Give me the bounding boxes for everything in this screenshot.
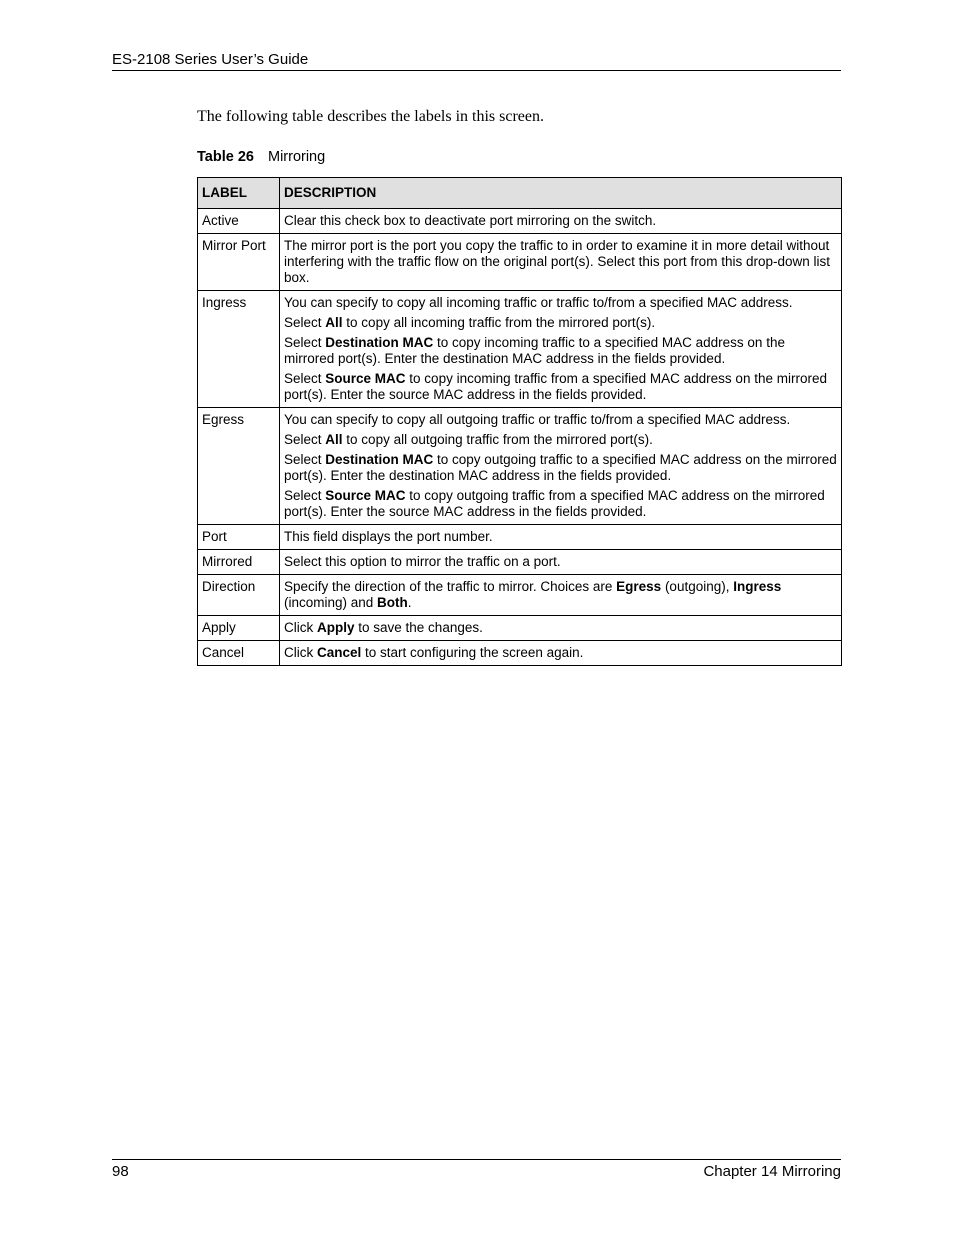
description-paragraph [284,335,837,367]
text-segment: Click [284,620,317,635]
description-paragraph [284,371,837,403]
bold-term: Source MAC [325,488,406,503]
text-segment: The mirror port is the port you copy the traffic to in order to examine it in more detail without interfering with the traffic flow on the original port(s). Select this port from this drop-down list box. [284,238,830,285]
text-segment: You can specify to copy all incoming traffic or traffic to/from a specified MAC address. [284,295,793,310]
description-paragraph [284,554,837,570]
text-segment: (outgoing), [661,579,734,594]
text-segment: Select [284,371,326,386]
description-paragraph [284,412,837,428]
table-number: Table 26 [197,149,254,165]
chapter-title: Chapter 14 Mirroring [703,1163,841,1180]
table-row [198,641,842,666]
row-description [280,291,842,408]
text-segment: to save the changes. [354,620,483,635]
table-header-row [198,178,842,209]
text-segment: Select this option to mirror the traffic on a port. [284,554,561,569]
text-segment: to start configuring the screen again. [361,645,584,660]
description-paragraph [284,315,837,331]
row-label: Port [198,525,280,550]
text-segment: Select [284,432,326,447]
description-paragraph [284,432,837,448]
mirroring-table [197,177,842,666]
table-row [198,550,842,575]
row-label: Mirror Port [198,234,280,291]
text-segment: to copy incoming traffic from a specified MAC address on the mirrored port(s). Enter the source MAC address in the fields provided. [284,371,827,402]
table-row [198,209,842,234]
row-description [280,641,842,666]
table-caption [197,149,325,165]
column-header-label: LABEL [198,178,280,209]
row-description [280,408,842,525]
row-label: Ingress [198,291,280,408]
row-label: Cancel [198,641,280,666]
description-paragraph [284,295,837,311]
table-row [198,616,842,641]
row-description [280,209,842,234]
table-row [198,408,842,525]
row-description [280,575,842,616]
bold-term: Destination MAC [325,452,434,467]
text-segment: to copy outgoing traffic to a specified MAC address on the mirrored port(s). Enter the destination MAC address in the fields provided. [284,452,837,483]
text-segment: . [407,595,412,610]
description-paragraph [284,238,837,286]
row-description [280,550,842,575]
table-title: Mirroring [267,149,326,165]
page-number: 98 [112,1163,129,1180]
page-footer [112,1159,841,1180]
text-segment: (incoming) and [284,595,378,610]
text-segment: to copy incoming traffic to a specified MAC address on the mirrored port(s). Enter the destination MAC address in the fields provided. [284,335,785,366]
row-description [280,234,842,291]
text-segment: You can specify to copy all outgoing traffic or traffic to/from a specified MAC address. [284,412,791,427]
bold-term: All [325,432,343,447]
text-segment: Specify the direction of the traffic to mirror. Choices are [284,579,617,594]
text-segment: Select [284,335,326,350]
text-segment: This field displays the port number. [284,529,493,544]
table-row [198,234,842,291]
description-paragraph [284,529,837,545]
intro-text: The following table describes the labels in this screen. [197,108,545,125]
row-description [280,525,842,550]
text-segment: to copy all outgoing traffic from the mirrored port(s). [342,432,653,447]
row-label: Direction [198,575,280,616]
description-paragraph [284,488,837,520]
text-segment: Select [284,488,326,503]
bold-term: Source MAC [325,371,406,386]
row-label: Apply [198,616,280,641]
description-paragraph [284,213,837,229]
row-label: Mirrored [198,550,280,575]
row-label: Egress [198,408,280,525]
row-label: Active [198,209,280,234]
guide-title: ES-2108 Series User’s Guide [112,51,309,68]
bold-term: All [325,315,343,330]
row-description [280,616,842,641]
table-body [198,209,842,666]
bold-term: Both [377,595,408,610]
page-header [112,51,841,71]
text-segment: to copy all incoming traffic from the mirrored port(s). [342,315,656,330]
bold-term: Destination MAC [325,335,434,350]
table-row [198,291,842,408]
description-paragraph [284,645,837,661]
table-row [198,525,842,550]
bold-term: Apply [317,620,355,635]
text-segment: to copy outgoing traffic from a specified MAC address on the mirrored port(s). Enter the source MAC address in the fields provided. [284,488,825,519]
text-segment: Select [284,315,326,330]
bold-term: Ingress [733,579,782,594]
text-segment: Select [284,452,326,467]
description-paragraph [284,620,837,636]
bold-term: Cancel [317,645,362,660]
description-paragraph [284,452,837,484]
column-header-description: DESCRIPTION [280,178,842,209]
table-row [198,575,842,616]
text-segment: Click [284,645,317,660]
text-segment: Clear this check box to deactivate port mirroring on the switch. [284,213,657,228]
bold-term: Egress [616,579,662,594]
description-paragraph [284,579,837,611]
